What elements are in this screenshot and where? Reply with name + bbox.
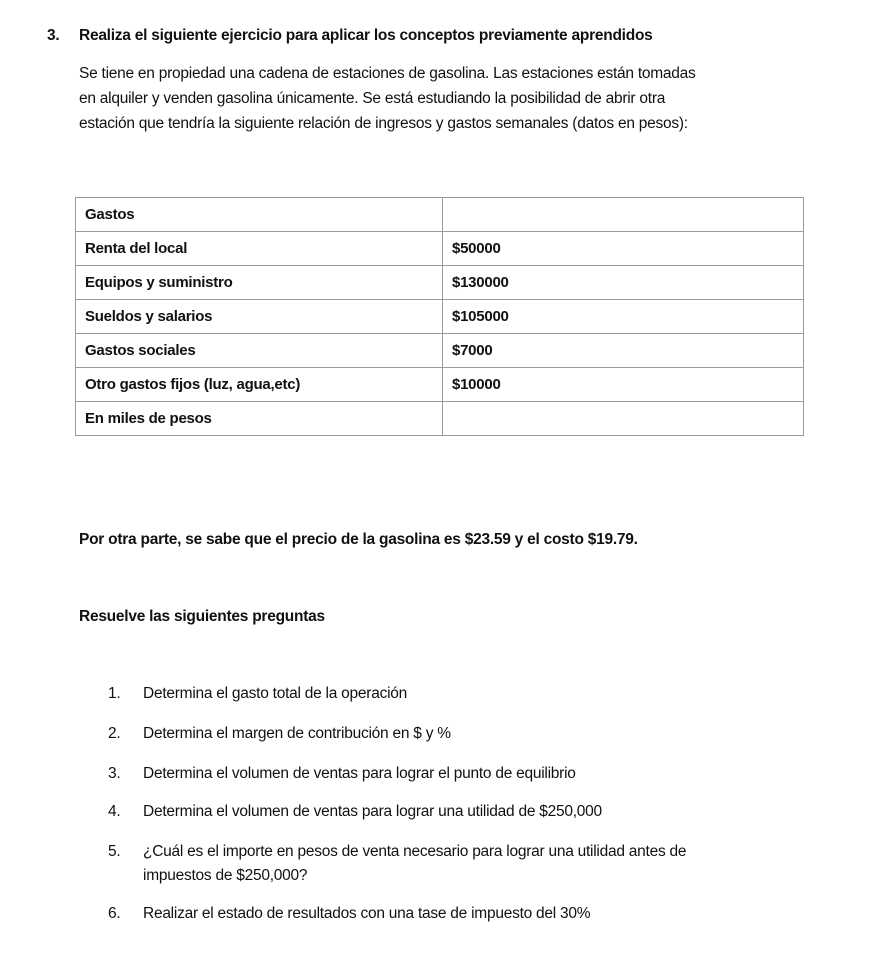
price-note: Por otra parte, se sabe que el precio de la gasolina es $23.59 y el costo $19.79. [79, 531, 638, 548]
item-number: 3. [108, 765, 121, 782]
item-text: Determina el volumen de ventas para lograr el punto de equilibrio [143, 765, 576, 782]
item-text: ¿Cuál es el importe en pesos de venta necesario para lograr una utilidad antes de [143, 843, 687, 860]
table-row [76, 402, 804, 436]
item-number: 2. [108, 725, 121, 742]
item-text: Determina el gasto total de la operación [143, 685, 407, 702]
row-value [443, 198, 804, 232]
item-text: Determina el volumen de ventas para lograr una utilidad de $250,000 [143, 803, 602, 820]
questions-heading: Resuelve las siguientes preguntas [79, 608, 325, 625]
item-number: 4. [108, 803, 121, 820]
row-label: Sueldos y salarios [76, 300, 443, 334]
intro-line: estación que tendría la siguiente relación de ingresos y gastos semanales (datos en pesos): [79, 115, 688, 132]
row-value [443, 402, 804, 436]
row-label: En miles de pesos [76, 402, 443, 436]
item-text: impuestos de $250,000? [143, 867, 308, 884]
intro-line: Se tiene en propiedad una cadena de estaciones de gasolina. Las estaciones están tomadas [79, 65, 696, 82]
intro-line: en alquiler y venden gasolina únicamente. Se está estudiando la posibilidad de abrir otra [79, 90, 666, 107]
item-number: 6. [108, 905, 121, 922]
table-row [76, 300, 804, 334]
item-number: 1. [108, 685, 121, 702]
table-row [76, 334, 804, 368]
item-text: Realizar el estado de resultados con una tase de impuesto del 30% [143, 905, 591, 922]
table-row [76, 198, 804, 232]
table-row [76, 232, 804, 266]
exercise-heading: Realiza el siguiente ejercicio para aplicar los conceptos previamente aprendidos [79, 27, 653, 44]
row-value: $7000 [443, 334, 804, 368]
row-label: Otro gastos fijos (luz, agua,etc) [76, 368, 443, 402]
row-label: Equipos y suministro [76, 266, 443, 300]
table-row [76, 266, 804, 300]
row-value: $130000 [443, 266, 804, 300]
table-row [76, 368, 804, 402]
row-value: $50000 [443, 232, 804, 266]
item-text: Determina el margen de contribución en $ y % [143, 725, 451, 742]
row-label: Gastos sociales [76, 334, 443, 368]
heading-number: 3. [47, 27, 60, 44]
expenses-table [75, 197, 804, 436]
row-value: $105000 [443, 300, 804, 334]
row-label: Renta del local [76, 232, 443, 266]
row-label: Gastos [76, 198, 443, 232]
item-number: 5. [108, 843, 121, 860]
row-value: $10000 [443, 368, 804, 402]
